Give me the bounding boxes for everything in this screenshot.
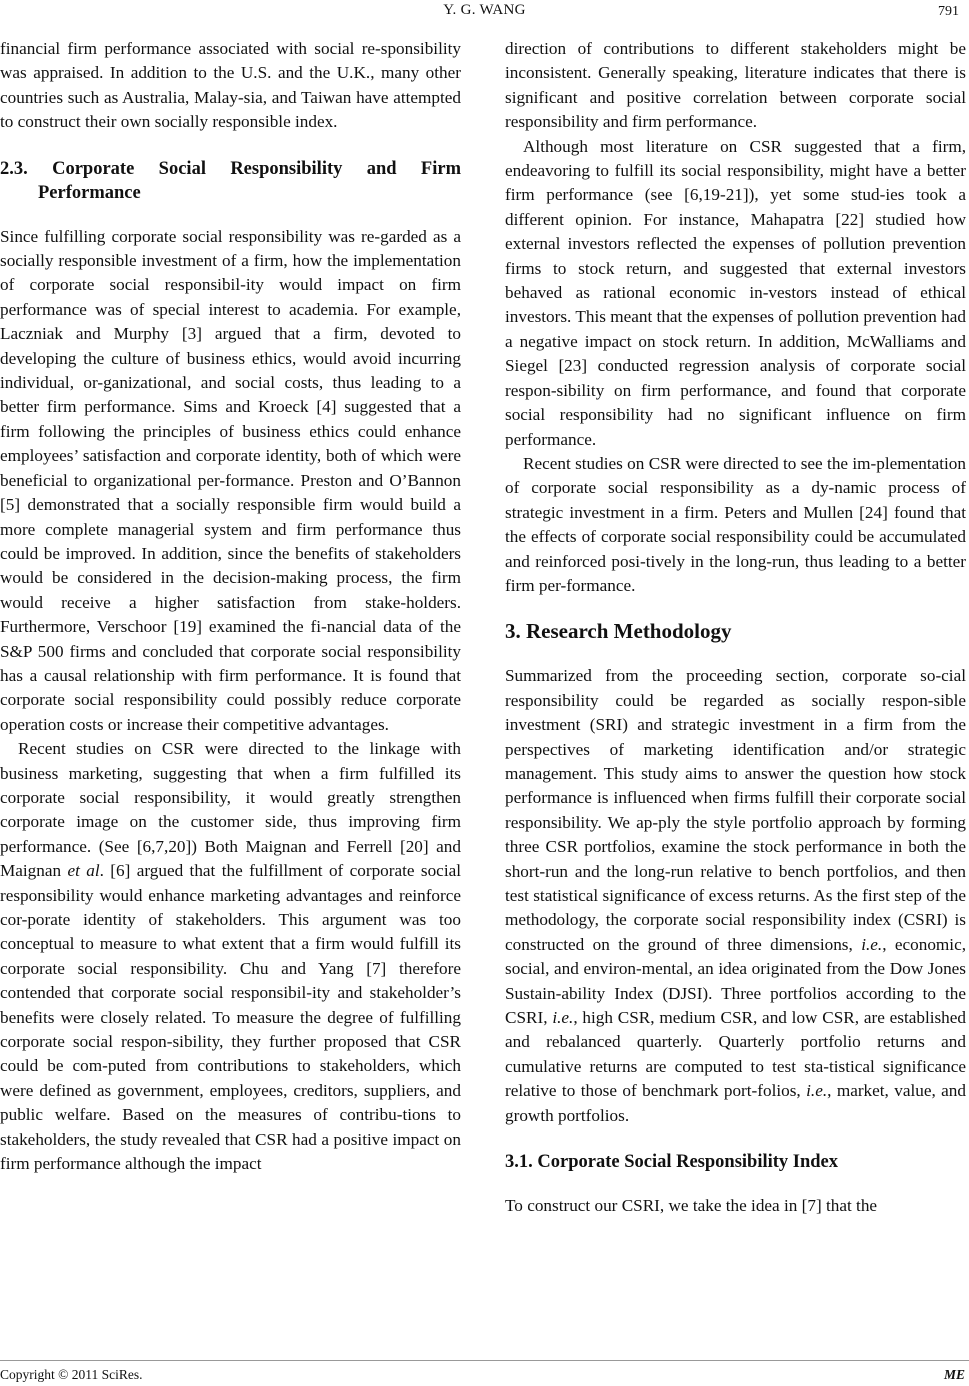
paragraph-although: Although most literature on CSR suggested that a firm, endeavoring to fulfill its social responsibility, might have a better firm performance (see [6,19-21]), yet some stud-ies took a different opinion. For instance, Mahapatra [22] studied how external investors reflected the expenses of pollution prevention firms to stock return, and suggested that external investors behaved as rational economic in-vestors instead of ethical investors. This meant that the expenses of pollution prevention had a negative impact on stock return. In addition, McWalliams and Siegel [23] conducted regression analysis of corporate social respon-sibility on firm performance, and found that corporate social responsibility had no significant influence on firm performance. xyxy=(505,136,966,449)
italic-ie: i.e. xyxy=(552,1008,574,1028)
journal-abbreviation: ME xyxy=(943,1367,965,1382)
paragraph-construct: To construct our CSRI, we take the idea in [7] that the xyxy=(505,1196,878,1216)
paragraph-continuation: direction of contributions to different stakeholders might be inconsistent. Generally speaking, literature indicates that there is significant and positive correlation between corporate social responsibility and firm performance. xyxy=(505,39,966,132)
text-run: Recent studies on CSR were directed to the linkage with business marketing, suggesting that when a firm fulfilled its corporate social responsibility, it would greatly strengthen corporate image on the customer side, thus improving firm performance. (See [6,7,20]) Both Maignan and Ferrell [20] and Maignan xyxy=(0,739,461,881)
paragraph-recent-studies-dynamic: Recent studies on CSR were directed to see the im-plementation of corporate social responsibility as a dy-namic process of strategic investment in a firm. Peters and Mullen [24] found that the effects of corporate social responsibility could be accumulated and reinforced posi-tively in the long-run, thus leading to a better firm per-formance. xyxy=(505,453,966,595)
paragraph-recent-studies-marketing xyxy=(0,737,461,1176)
section-heading-3: 3. Research Methodology xyxy=(505,619,732,644)
italic-ie: i.e. xyxy=(806,1081,828,1101)
running-title: Y. G. WANG xyxy=(443,2,526,18)
text-run: . [6] argued that the fulfillment of corporate social responsibility would enhance marketing advantages and reinforce cor-porate identity of stakeholders. This argument was too conceptual to measure to what extent that a firm would fulfill its corporate social responsibility. Chu and Yang [7] therefore contended that corporate social responsibil-ity and stakeholder’s benefits were closely related. To measure the degree of fulfilling corporate social respon-sibility, they further proposed that CSR could be com-puted from contributions to stakeholders, which were defined as government, employees, creditors, suppliers, and public welfare. Based on the measures of contribu-tions to stakeholders, the study revealed that CSR had a positive impact on firm performance although the impact xyxy=(0,861,461,1174)
text-run: , market, value, and growth portfolios. xyxy=(505,1081,966,1125)
paragraph-summarized xyxy=(505,664,966,1128)
paragraph-intro: financial firm performance associated with social re-sponsibility was appraised. In addition to the U.S. and the U.K., many other countries such as Australia, Malay-sia, and Taiwan have attempted to construct their own socially responsible index. xyxy=(0,39,461,132)
text-run: , economic, social, and environ-mental, an idea originated from the Dow Jones Sustain-ability Index (DJSI). Three portfolios according to the CSRI, xyxy=(505,934,966,1028)
text-run: , high CSR, medium CSR, and low CSR, are established and rebalanced quarterly. Quarterly portfolio returns and cumulative returns are computed to test sta-tistical significance relative to those of benchmark port-folios, xyxy=(505,1008,966,1101)
paragraph-since: Since fulfilling corporate social responsibility was re-garded as a socially responsible investment of a firm, how the implementation of corporate social responsibil-ity would impact on firm performance was of special interest to academia. For example, Laczniak and Murphy [3] argued that a firm, devoted to developing the culture of business ethics, would avoid incurring individual, or-ganizational, and social costs, thus leading to a better firm performance. Sims and Kroeck [4] suggested that a firm following the principles of business ethics could enhance employees’ satisfaction and corporate identity, both of which were beneficial to organizational per-formance. Preston and O’Bannon [5] demonstrated that a socially responsible firm would build a more complete managerial system and firm performance thus could be improved. In addition, since the benefits of stakeholders would be considered in the decision-making process, the firm would receive a higher satisfaction from stake-holders. Furthermore, Verschoor [19] examined the fi-nancial data of the S&P 500 firms and concluded that corporate social responsibility has a causal relationship with firm performance. It is found that corporate social responsibility could possibly reduce corporate operation costs or increase their competitive advantages. xyxy=(0,226,461,734)
right-column xyxy=(505,37,966,1218)
section-heading-3-1: 3.1. Corporate Social Responsibility Index xyxy=(505,1152,839,1173)
page-number: 791 xyxy=(938,4,959,19)
copyright-notice: Copyright © 2011 SciRes. xyxy=(0,1367,143,1382)
left-column xyxy=(0,37,461,1176)
footer-divider xyxy=(0,1360,969,1361)
text-run: Summarized from the proceeding section, corporate so-cial responsibility could be regarded as socially respon-sible investment (SRI) and strategic investment in a firm from the perspectives of marketing identification and/or strategic management. This study aims to answer the question how stock performance is influenced when firms fulfill their corporate social responsibility. We ap-ply the style portfolio approach by forming three CSR portfolios, examine the stock performance in both the short-run and the long-run relative to bench portfolios, and then test statistical significance of excess returns. As the first step of the methodology, the corporate social responsibility index (CSRI) is constructed on the ground of three dimensions, xyxy=(505,666,966,954)
section-heading-2-3: 2.3. Corporate Social Responsibility and Firm Performance xyxy=(0,158,461,203)
italic-et-al: et al xyxy=(67,861,100,881)
italic-ie: i.e. xyxy=(861,934,883,954)
